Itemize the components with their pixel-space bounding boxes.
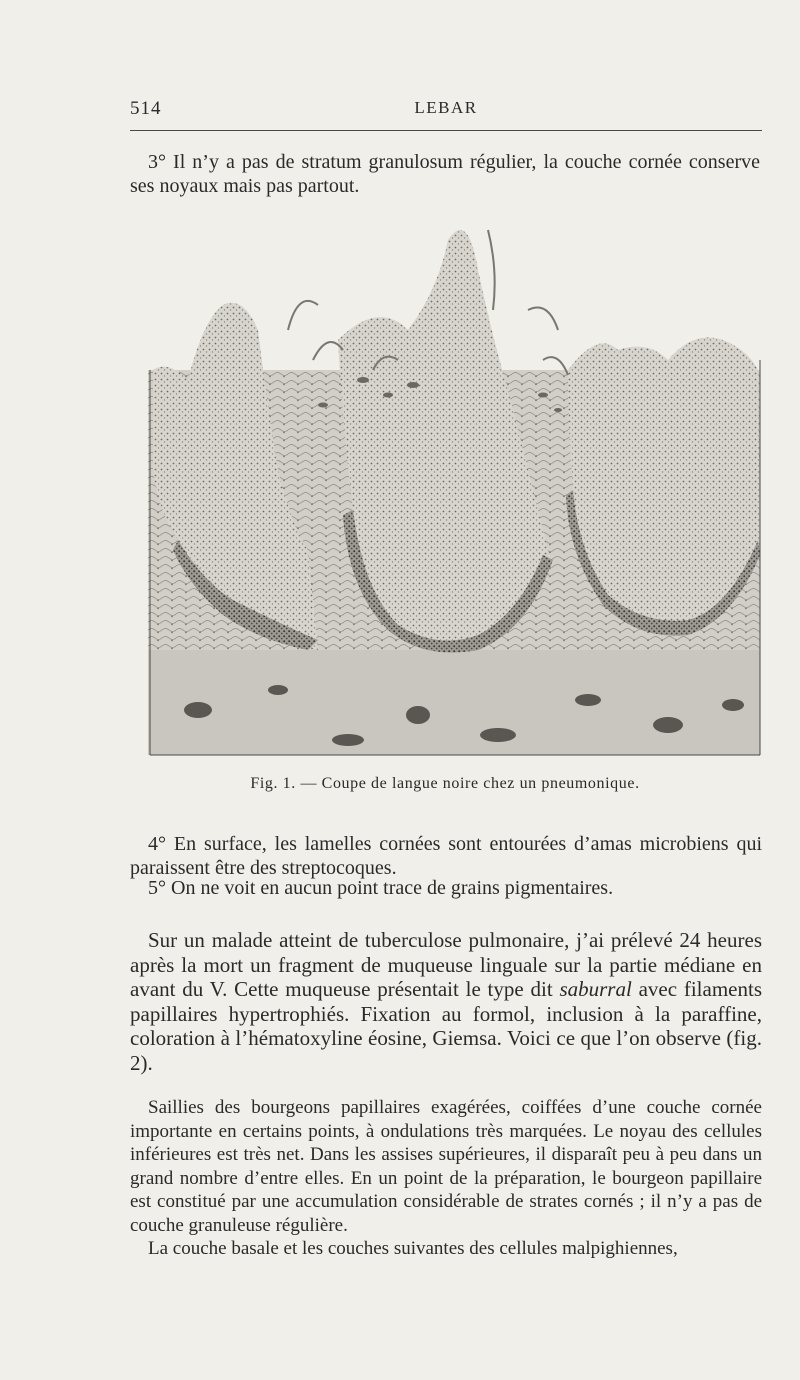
- page-number: 514: [130, 98, 162, 119]
- paragraph-6-part-2: avec filaments papillaires hypertrophiés. Fixation au formol, inclusion à la paraffine, coloration à l’hématoxyline éosine, Giemsa. Voici ce que l’on observe (fig. 2).: [130, 977, 762, 1075]
- paragraph-4: 4° En surface, les lamelles cornées sont entourées d’amas microbiens qui paraissent être des streptocoques.: [130, 833, 762, 879]
- figure-caption: Fig. 1. — Coupe de langue noire chez un pneumonique.: [250, 775, 640, 792]
- histology-illustration: [148, 210, 764, 758]
- paragraph-6-italic: saburral: [559, 977, 632, 1001]
- histology-figure: [148, 210, 764, 758]
- paragraph-8: La couche basale et les couches suivantes des cellules malpighiennes,: [148, 1238, 678, 1259]
- paragraph-6: [130, 928, 762, 1075]
- running-head: [130, 98, 762, 126]
- paragraph-5: 5° On ne voit en aucun point trace de grains pigmentaires.: [148, 877, 614, 899]
- header-rule: [130, 130, 762, 131]
- paragraph-7: Saillies des bourgeons papillaires exagérées, coiffées d’une couche cornée importante en certains points, à ondulations très marquées. Le noyau des cellules inférieures est très net. Dans les assises supérieures, il disparaît peu à peu dans un grand nombre d’entre elles. En un point de la préparation, le bourgeon papillaire est constitué par une accumulation considérable de strates cornés ; il n’y a pas de couche granuleuse régulière.: [130, 1097, 762, 1236]
- paragraph-3: 3° Il n’y a pas de stratum granulosum régulier, la couche cornée conserve ses noyaux mais pas partout.: [130, 151, 760, 197]
- paragraph-6-part-1: Sur un malade atteint de tuberculose pulmonaire, j’ai prélevé 24 heures après la mort un fragment de muqueuse linguale sur la partie médiane en avant du V. Cette muqueuse présentait le type dit: [130, 928, 762, 1001]
- running-title: LEBAR: [414, 98, 478, 117]
